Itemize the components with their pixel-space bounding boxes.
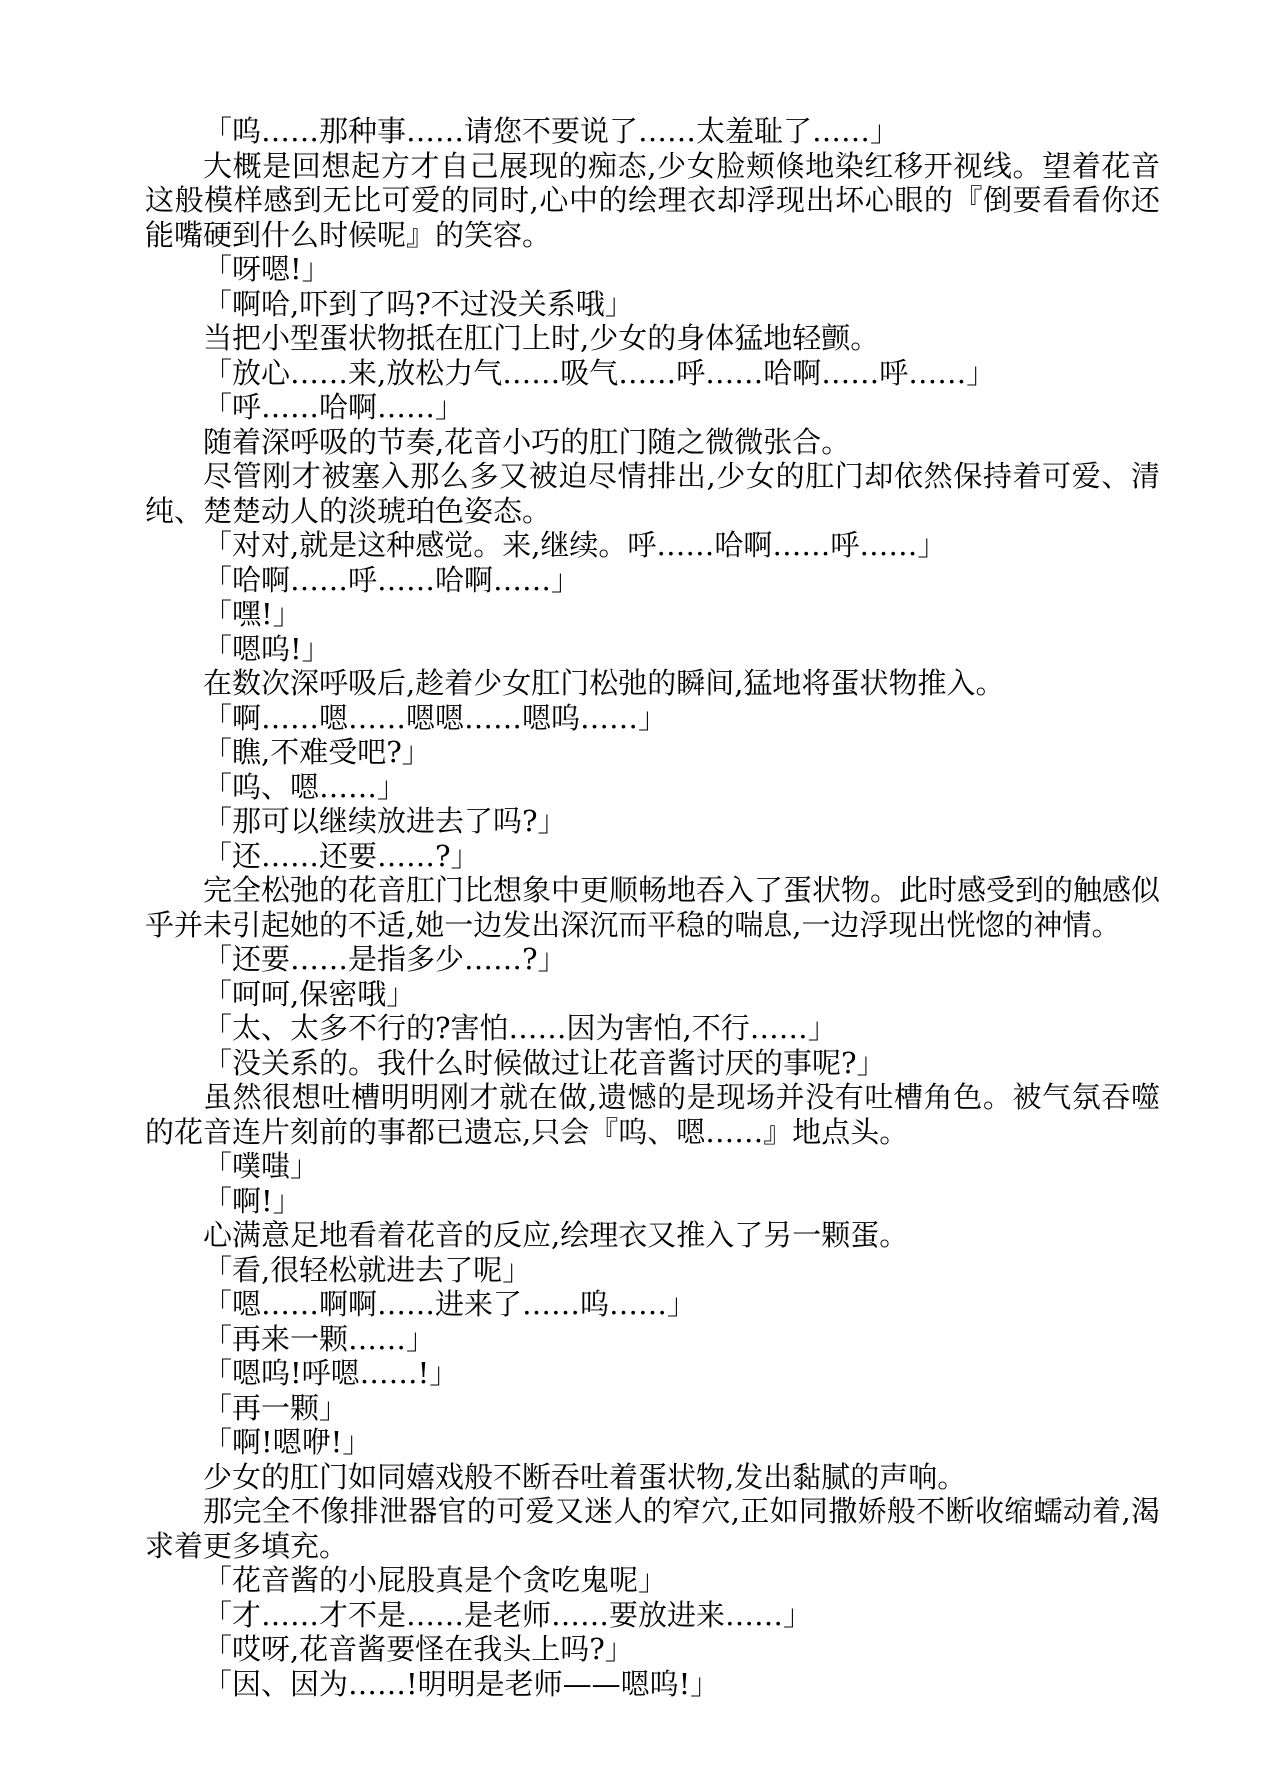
narration-paragraph: 完全松弛的花音肛门比想象中更顺畅地吞入了蛋状物。此时感受到的触感似乎并未引起她的不适,她一边发出深沉而平稳的喘息,一边浮现出恍惚的神情。	[145, 873, 1161, 942]
dialogue-paragraph: 「那可以继续放进去了吗?」	[203, 804, 567, 838]
dialogue-paragraph: 「花音酱的小屁股真是个贪吃鬼呢」	[203, 1563, 668, 1597]
dialogue-paragraph: 「再来一颗……」	[203, 1321, 436, 1356]
dialogue-paragraph: 「嘿!」	[203, 597, 302, 631]
narration-paragraph: 少女的肛门如同嬉戏般不断吞吐着蛋状物,发出黏腻的声响。	[203, 1459, 967, 1494]
narration-paragraph: 当把小型蛋状物抵在肛门上时,少女的身体猛地轻颤。	[203, 321, 880, 355]
narration-paragraph: 心满意足地看着花音的反应,绘理衣又推入了另一颗蛋。	[203, 1218, 909, 1252]
dialogue-paragraph: 「啊哈,吓到了吗?不过没关系哦」	[203, 286, 634, 321]
dialogue-paragraph: 「呼……哈啊……」	[203, 390, 465, 424]
dialogue-paragraph: 「哎呀,花音酱要怪在我头上吗?」	[203, 1632, 634, 1666]
dialogue-paragraph: 「看,很轻松就进去了呢」	[203, 1252, 532, 1287]
dialogue-paragraph: 「呜……那种事……请您不要说了……太羞耻了……」	[203, 114, 900, 148]
dialogue-paragraph: 「哈啊……呼……哈啊……」	[203, 562, 581, 597]
dialogue-paragraph: 「啊!嗯咿!」	[203, 1425, 372, 1459]
dialogue-paragraph: 「噗嗤」	[203, 1149, 320, 1183]
dialogue-paragraph: 「没关系的。我什么时候做过让花音酱讨厌的事呢?」	[203, 1045, 886, 1080]
narration-paragraph: 虽然很想吐槽明明刚才就在做,遗憾的是现场并没有吐槽角色。被气氛吞噬的花音连片刻前的事都已遗忘,只会『呜、嗯……』地点头。	[145, 1080, 1160, 1149]
dialogue-paragraph: 「瞧,不难受吧?」	[203, 735, 431, 769]
dialogue-paragraph: 「因、因为……!明明是老师——嗯呜!」	[203, 1666, 720, 1701]
dialogue-paragraph: 「还要……是指多少……?」	[203, 942, 567, 976]
dialogue-paragraph: 「呀嗯!」	[203, 252, 331, 286]
dialogue-paragraph: 「呜、嗯……」	[203, 769, 407, 804]
narration-paragraph: 随着深呼吸的节奏,花音小巧的肛门随之微微张合。	[203, 424, 851, 459]
dialogue-paragraph: 「放心……来,放松力气……吸气……呼……哈啊……呼……」	[203, 355, 996, 390]
text-block	[145, 114, 1160, 1701]
dialogue-paragraph: 「嗯呜!」	[203, 631, 331, 666]
narration-paragraph: 那完全不像排泄器官的可爱又迷人的窄穴,正如同撒娇般不断收缩蠕动着,渴求着更多填充。	[145, 1494, 1160, 1563]
dialogue-paragraph: 「对对,就是这种感觉。来,继续。呼……哈啊……呼……」	[203, 528, 947, 562]
dialogue-paragraph: 「嗯呜!呼嗯……!」	[203, 1356, 459, 1390]
dialogue-paragraph: 「再一颗」	[203, 1390, 349, 1425]
narration-paragraph: 在数次深呼吸后,趁着少女肛门松弛的瞬间,猛地将蛋状物推入。	[203, 666, 1005, 700]
dialogue-paragraph: 「啊!」	[203, 1183, 302, 1218]
dialogue-paragraph: 「还……还要……?」	[203, 838, 480, 873]
dialogue-paragraph: 「啊……嗯……嗯嗯……嗯呜……」	[203, 700, 668, 735]
dialogue-paragraph: 「嗯……啊啊……进来了……呜……」	[203, 1287, 697, 1321]
dialogue-paragraph: 「呵呵,保密哦」	[203, 976, 416, 1011]
narration-paragraph: 大概是回想起方才自己展现的痴态,少女脸颊倏地染红移开视线。望着花音这般模样感到无比可爱的同时,心中的绘理衣却浮现出坏心眼的『倒要看看你还能嘴硬到什么时候呢』的笑容。	[145, 148, 1160, 252]
dialogue-paragraph: 「太、太多不行的?害怕……因为害怕,不行……」	[203, 1011, 837, 1045]
narration-paragraph: 尽管刚才被塞入那么多又被迫尽情排出,少女的肛门却依然保持着可爱、清纯、楚楚动人的淡琥珀色姿态。	[145, 459, 1160, 528]
dialogue-paragraph: 「才……才不是……是老师……要放进来……」	[203, 1597, 813, 1632]
